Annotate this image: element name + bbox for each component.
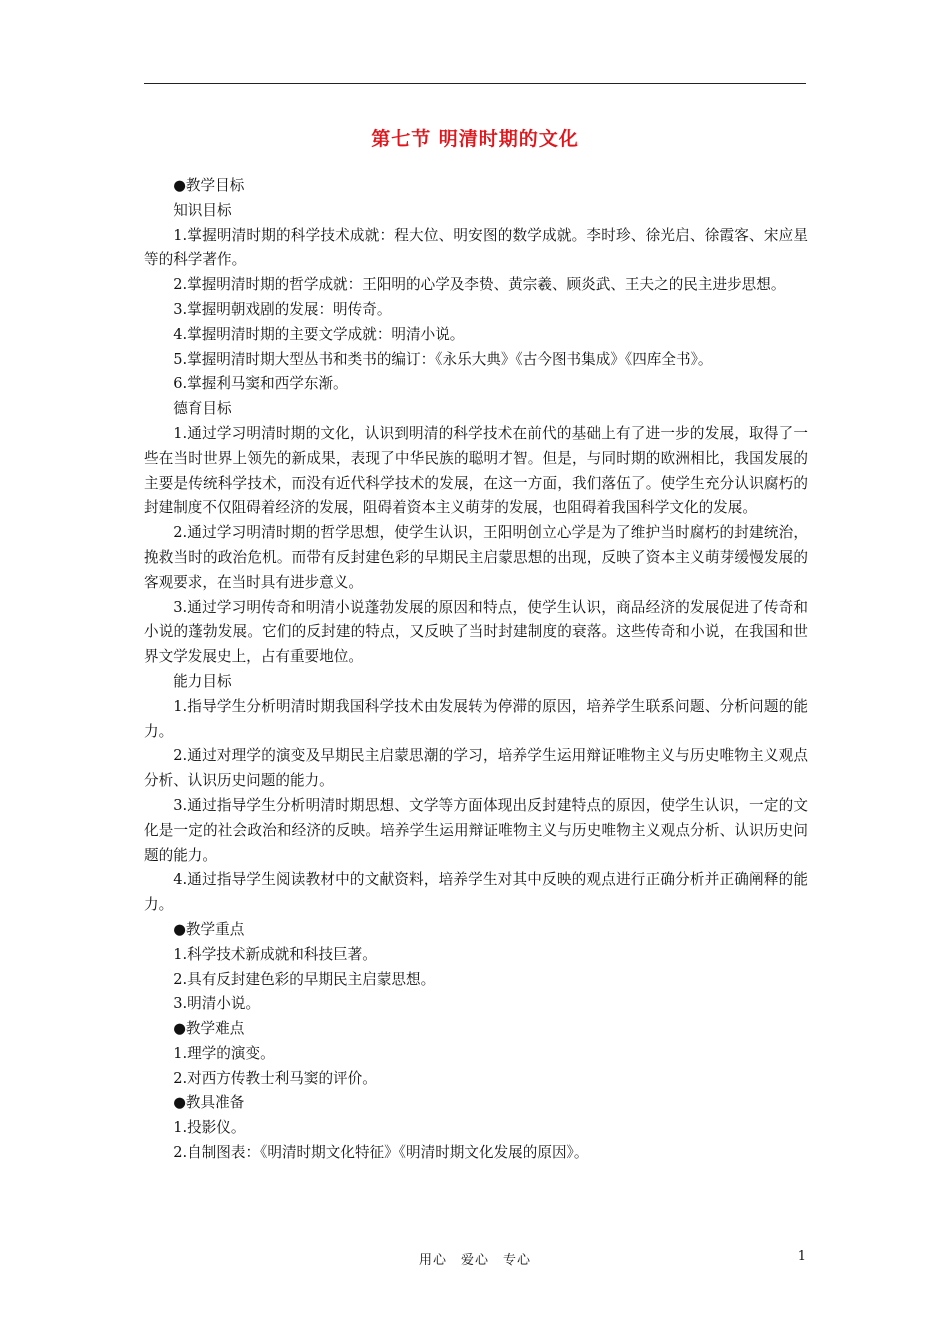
paragraph: 2.具有反封建色彩的早期民主启蒙思想。 xyxy=(173,970,436,988)
subheading-moral: 德育目标 xyxy=(173,400,232,418)
paragraph: 1.指导学生分析明清时期我国科学技术由发展转为停滞的原因，培养学生联系问题、分析问题的能力。 xyxy=(144,697,808,740)
page-title: 第七节 明清时期的文化 xyxy=(371,128,579,150)
paragraph: 1.理学的演变。 xyxy=(173,1044,275,1062)
section-heading-key-points: ●教学重点 xyxy=(173,920,245,938)
subheading-knowledge: 知识目标 xyxy=(173,201,232,219)
paragraph: 3.明清小说。 xyxy=(173,995,261,1013)
header-rule xyxy=(144,83,806,84)
paragraph: 1.掌握明清时期的科学技术成就：程大位、明安图的数学成就。李时珍、徐光启、徐霞客、宋应星等的科学著作。 xyxy=(144,226,808,269)
paragraph: 3.通过学习明传奇和明清小说蓬勃发展的原因和特点，使学生认识，商品经济的发展促进了传奇和小说的蓬勃发展。它们的反封建的特点，又反映了当时封建制度的衰落。这些传奇和小说，在我国和世界文学发展史上，占有重要地位。 xyxy=(144,598,808,666)
document-body xyxy=(144,174,808,1166)
page-number: 1 xyxy=(797,1249,806,1264)
paragraph: 1.投影仪。 xyxy=(173,1119,246,1137)
paragraph: 2.通过对理学的演变及早期民主启蒙思潮的学习，培养学生运用辩证唯物主义与历史唯物主义观点分析、认识历史问题的能力。 xyxy=(144,747,808,790)
paragraph: 1.通过学习明清时期的文化，认识到明清的科学技术在前代的基础上有了进一步的发展，取得了一些在当时世界上领先的新成果，表现了中华民族的聪明才智。但是，与同时期的欧洲相比，我国发展的主要是传统科学技术，而没有近代科学技术的发展，在这一方面，我们落伍了。使学生充分认识腐朽的封建制度不仅阻碍着经济的发展，阻碍着资本主义萌芽的发展，也阻碍着我国科学文化的发展。 xyxy=(144,424,808,517)
paragraph: 2.掌握明清时期的哲学成就：王阳明的心学及李贽、黄宗羲、顾炎武、王夫之的民主进步思想。 xyxy=(173,276,786,294)
paragraph: 6.掌握利马窦和西学东渐。 xyxy=(173,375,348,393)
paragraph: 4.通过指导学生阅读教材中的文献资料，培养学生对其中反映的观点进行正确分析并正确阐释的能力。 xyxy=(144,871,808,914)
paragraph: 2.对西方传教士利马窦的评价。 xyxy=(173,1069,377,1087)
paragraph: 2.自制图表：《明清时期文化特征》《明清时期文化发展的原因》。 xyxy=(173,1144,589,1162)
subheading-ability: 能力目标 xyxy=(173,672,232,690)
paragraph: 1.科学技术新成就和科技巨著。 xyxy=(173,945,377,963)
paragraph: 2.通过学习明清时期的哲学思想，使学生认识，王阳明创立心学是为了维护当时腐朽的封建统治，挽救当时的政治危机。而带有反封建色彩的早期民主启蒙思想的出现，反映了资本主义萌芽缓慢发展的客观要求，在当时具有进步意义。 xyxy=(144,524,808,591)
section-heading-difficulties: ●教学难点 xyxy=(173,1020,245,1038)
footer-motto: 用心 爱心 专心 xyxy=(418,1253,531,1268)
paragraph: 3.掌握明朝戏剧的发展：明传奇。 xyxy=(173,300,392,318)
paragraph: 4.掌握明清时期的主要文学成就：明清小说。 xyxy=(173,325,465,343)
section-heading-objectives: ●教学目标 xyxy=(173,177,245,194)
paragraph: 5.掌握明清时期大型丛书和类书的编订：《永乐大典》《古今图书集成》《四库全书》。 xyxy=(173,350,713,368)
paragraph: 3.通过指导学生分析明清时期思想、文学等方面体现出反封建特点的原因，使学生认识，一定的文化是一定的社会政治和经济的反映。培养学生运用辩证唯物主义与历史唯物主义观点分析、认识历史问题的能力。 xyxy=(144,796,808,864)
section-heading-materials: ●教具准备 xyxy=(173,1094,245,1112)
